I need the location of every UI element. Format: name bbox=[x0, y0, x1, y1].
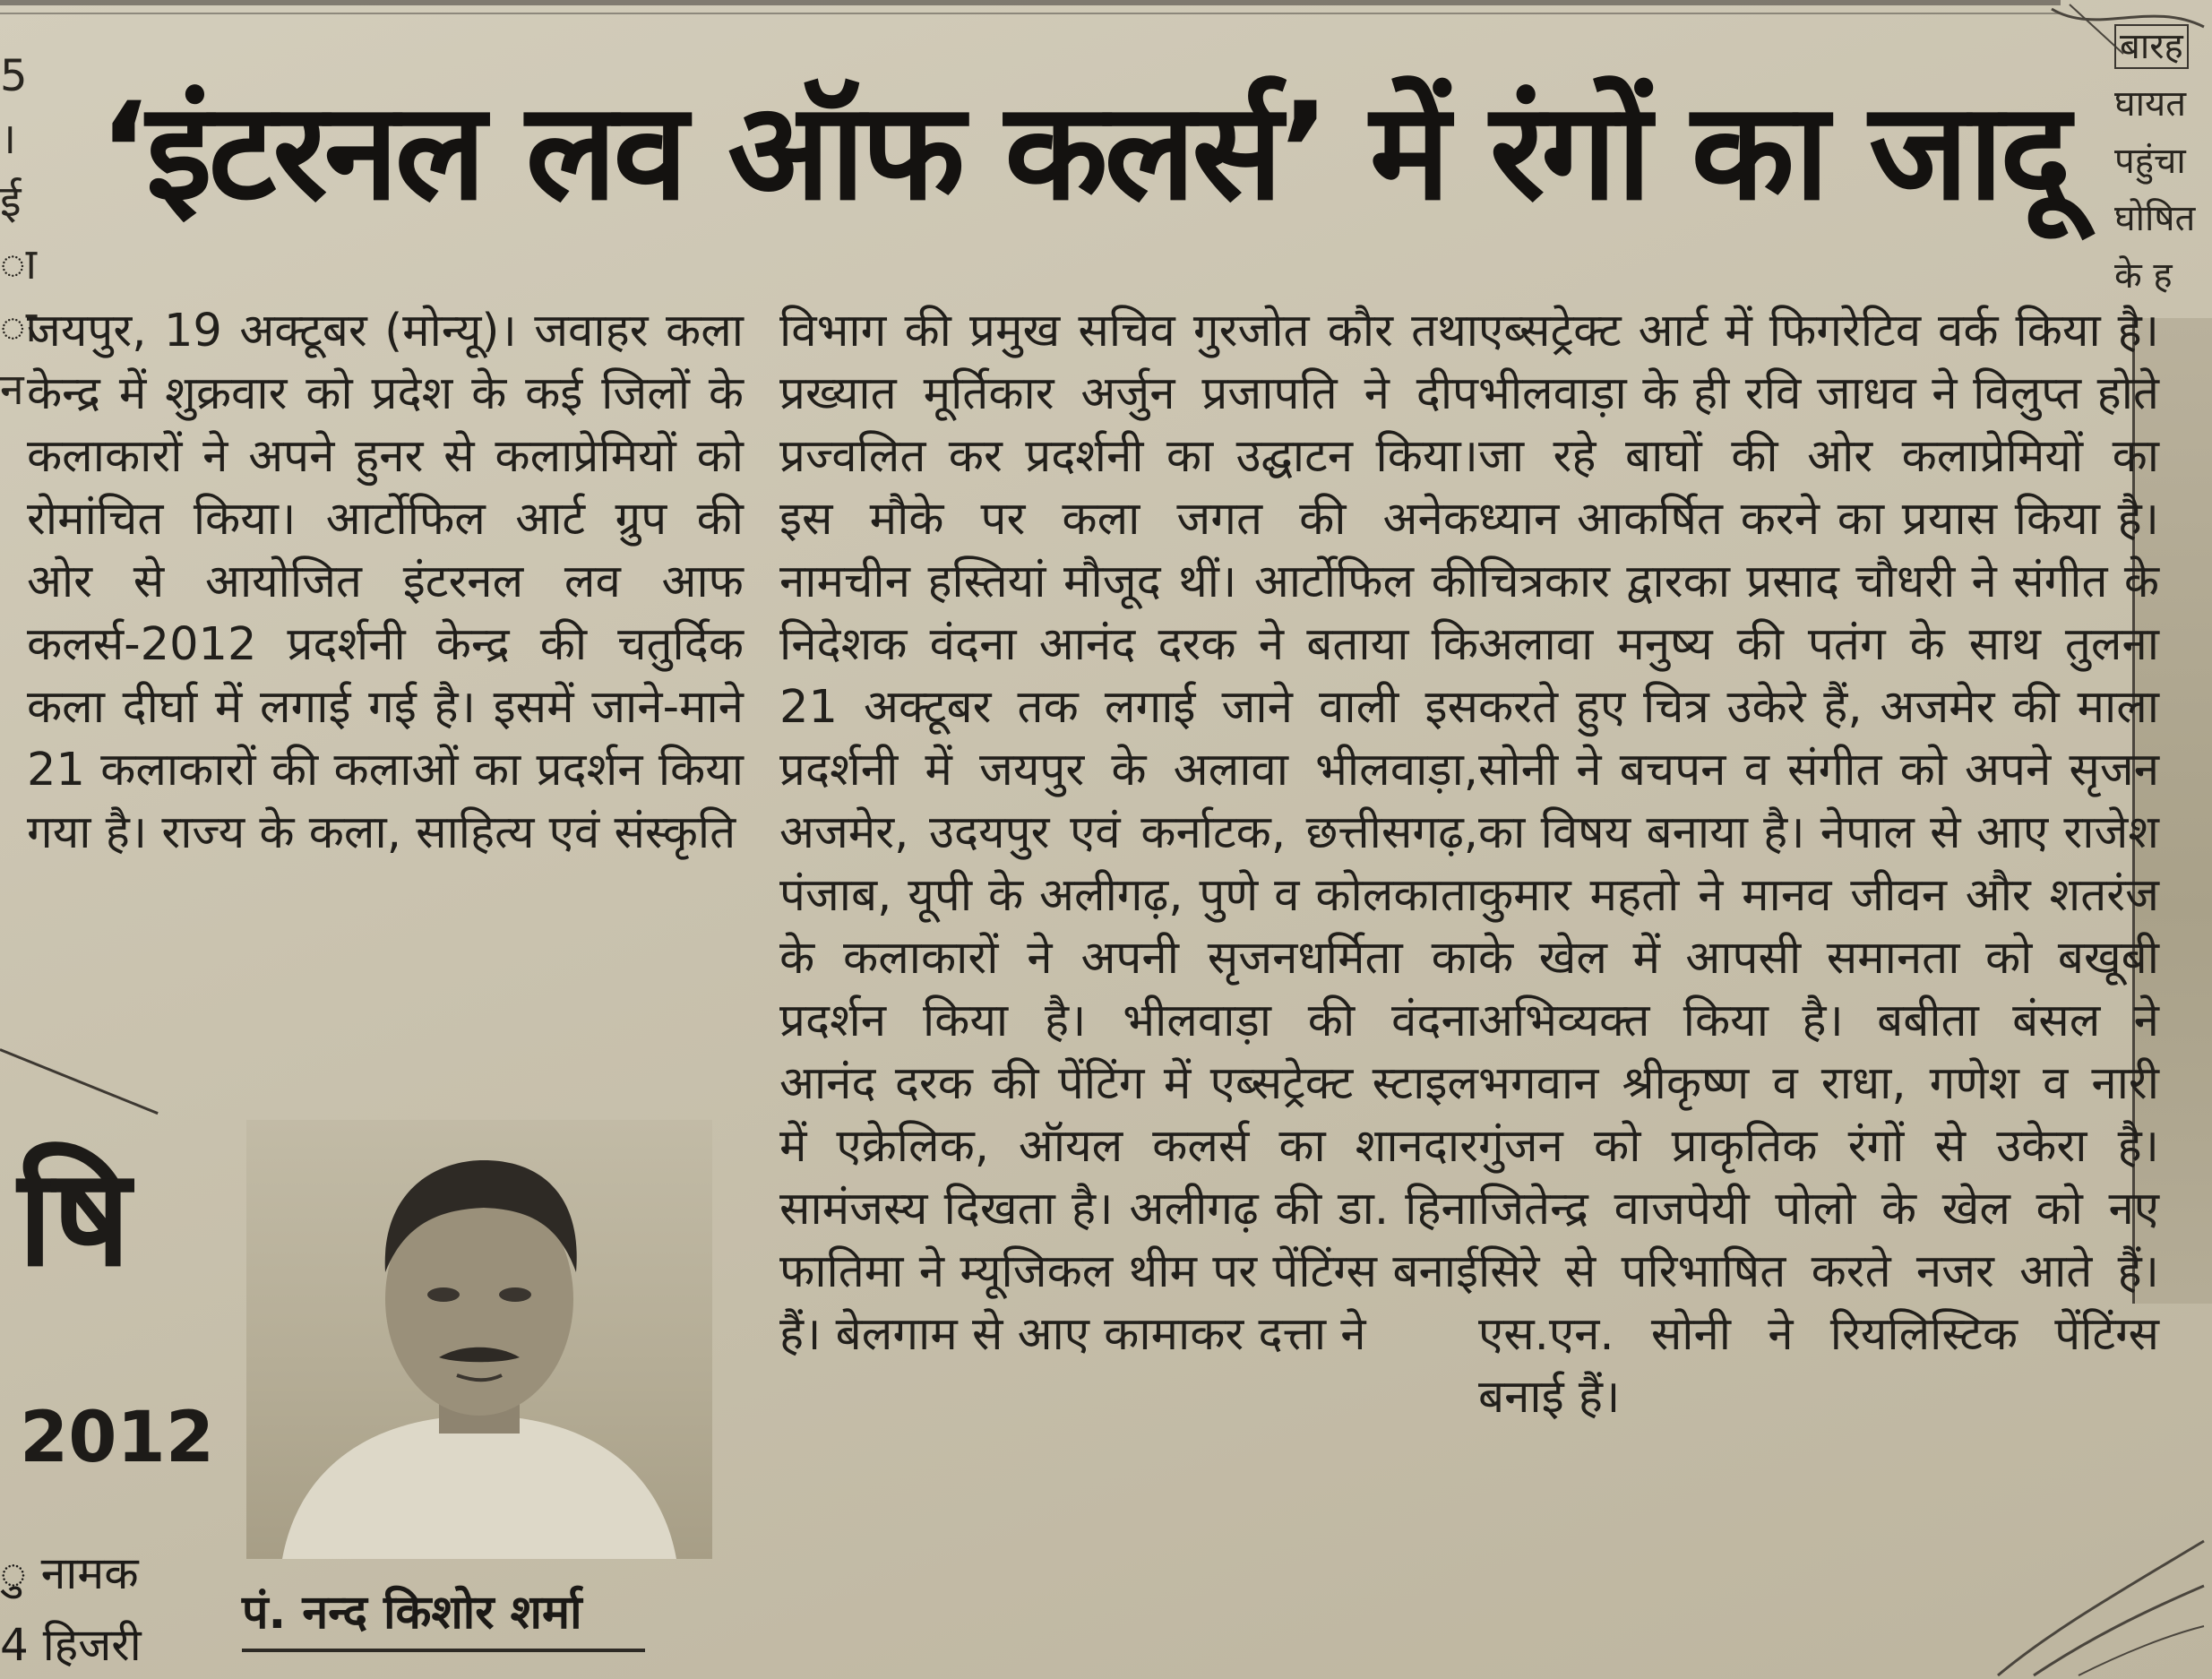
left-fragment-line: ा bbox=[0, 239, 37, 289]
top-rule-thin bbox=[0, 13, 2061, 14]
top-rule bbox=[0, 0, 2061, 5]
right-fragment-line: पहुंचा bbox=[2114, 141, 2186, 182]
portrait-illustration bbox=[246, 1120, 712, 1559]
left-fragment-line: ा bbox=[0, 302, 37, 352]
left-fragment-line: । bbox=[0, 114, 17, 164]
left-fragment-line: ई bbox=[0, 177, 22, 227]
article-headline: ‘इंटरनल लव ऑफ कलर्स’ में रंगों का जादू bbox=[99, 74, 2068, 230]
right-fragment-line: के ह bbox=[2114, 255, 2173, 297]
column-2-text: विभाग की प्रमुख सचिव गुरजोत कौर तथा प्रख्यात मूर्तिकार अर्जुन प्रजापति ने दीप प्रज्वलित कर प्रदर्शनी का उद्घाटन किया। इस मौके पर कला जगत की अनेक नामचीन हस्तियां मौजूद थीं। आर्टोफिल की निदेशक वंदना आनंद दरक ने बताया कि 21 अक्टूबर तक लगाई जाने वाली इस प्रदर्शनी में जयपुर के अलावा भीलवाड़ा, अजमेर, उदयपुर एवं कर्नाटक, छत्तीसगढ़, पंजाब, यूपी के अलीगढ़, पुणे व कोलकाता के कलाकारों ने अपनी सृजनधर्मिता का प्रदर्शन किया है। भीलवाड़ा की वंदना आनंद दरक की पेंटिंग में एब्सट्रेक्ट स्टाइल में एक्रेलिक, ऑयल कलर्स का शानदार सामंजस्य दिखता है। अलीगढ़ की डा. हिना फातिमा ने म्यूजिकल थीम पर पेंटिंग्स बनाई हैं। बेलगाम से आए कामाकर दत्ता ने bbox=[779, 305, 1478, 1361]
left-fragment-line: 5 bbox=[0, 51, 28, 101]
column-1-text: जयपुर, 19 अक्टूबर (मोन्यू)। जवाहर कला केन्द्र में शुक्रवार को प्रदेश के कई जिलों के कलाकारों ने अपने हुनर से कलाप्रेमियों को रोमांचित किया। आर्टोफिल आर्ट ग्रुप की ओर से आयोजित इंटरनल लव आफ कलर्स-2012 प्रदर्शनी केन्द्र की चतुर्दिक कला दीर्घा में लगाई गई है। इसमें जाने-माने 21 कलाकारों की कलाओं का प्रदर्शन किया गया है। राज्य के कला, साहित्य एवं संस्कृति bbox=[27, 305, 744, 859]
left-fragment-line: न bbox=[0, 365, 24, 415]
right-fragment-line: घोषित bbox=[2114, 198, 2196, 239]
fragment-year: 2012 bbox=[20, 1398, 215, 1478]
fragment-heading: षि bbox=[18, 1141, 131, 1296]
adjacent-article-fragment bbox=[0, 1093, 242, 1679]
fragment-line: 4 हिजरी bbox=[0, 1619, 142, 1671]
right-edge-fragment bbox=[2114, 18, 2209, 314]
right-fragment-boxed: बारह bbox=[2114, 24, 2189, 69]
article-column-2 bbox=[779, 300, 1478, 1590]
photo-caption: पं. नन्द किशोर शर्मा bbox=[242, 1577, 645, 1652]
portrait-photo bbox=[246, 1120, 712, 1559]
column-3-text: एब्सट्रेक्ट आर्ट में फिगरेटिव वर्क किया है। भीलवाड़ा के ही रवि जाधव ने विलुप्त होते जा रहे बाघों की ओर कलाप्रेमियों का ध्यान आकर्षित करने का प्रयास किया है। चित्रकार द्वारका प्रसाद चौधरी ने संगीत के अलावा मनुष्य की पतंग के साथ तुलना करते हुए चित्र उकेरे हैं, अजमेर की माला सोनी ने बचपन व संगीत को अपने सृजन का विषय बनाया है। नेपाल से आए राजेश कुमार महतो ने मानव जीवन और शतरंज के खेल में आपसी समानता को बखूबी अभिव्यक्त किया है। बबीता बंसल ने भगवान श्रीकृष्ण व राधा, गणेश व नारी गुंजन को प्राकृतिक रंगों से उकेरा है। जितेन्द्र वाजपेयी पोलो के खेल को नए सिरे से परिभाषित करते नजर आते हैं। एस.एन. सोनी ने रियलिस्टिक पेंटिंग्स बनाई हैं। bbox=[1478, 305, 2159, 1424]
right-fragment-line: घायत bbox=[2114, 83, 2186, 125]
article-column-1 bbox=[27, 300, 744, 1057]
corner-sketch-bottom bbox=[1980, 1523, 2209, 1679]
fragment-line: ु नामक bbox=[0, 1547, 139, 1599]
article-column-3 bbox=[1478, 300, 2159, 1590]
